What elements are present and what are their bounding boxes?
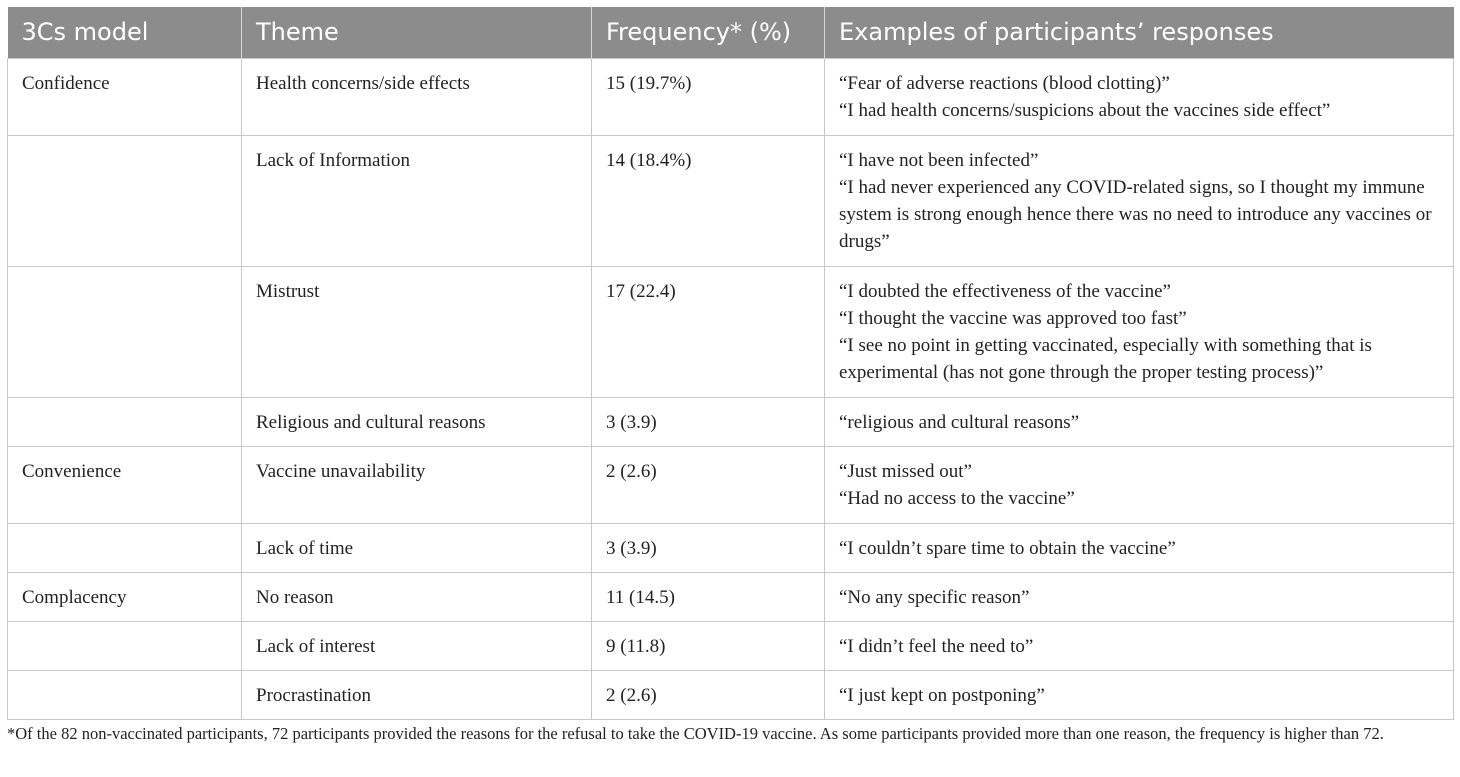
reasons-table (7, 7, 1454, 720)
cell-theme: Lack of time (242, 523, 592, 572)
cell-3cs-model: Convenience (8, 446, 242, 523)
cell-responses (825, 621, 1454, 670)
cell-responses (825, 58, 1454, 135)
response-quote: “religious and cultural reasons” (839, 411, 1080, 433)
table-row (8, 446, 1454, 523)
header-3cs-model: 3Cs model (8, 7, 242, 58)
cell-3cs-model (8, 135, 242, 266)
table-footnote: *Of the 82 non-vaccinated participants, 72 participants provided the reasons for the refusal to take the COVID-19 vaccine. As some participants provided more than one reason, the frequency is higher than 72. (7, 724, 1384, 743)
cell-frequency: 11 (14.5) (592, 572, 825, 621)
cell-frequency: 17 (22.4) (592, 266, 825, 397)
header-theme: Theme (242, 7, 592, 58)
table-row (8, 58, 1454, 135)
cell-theme: Vaccine unavailability (242, 446, 592, 523)
table-header (8, 7, 1454, 58)
table-row (8, 572, 1454, 621)
cell-responses (825, 523, 1454, 572)
cell-frequency: 3 (3.9) (592, 397, 825, 446)
reasons-table-container (7, 7, 1453, 720)
cell-theme: Health concerns/side effects (242, 58, 592, 135)
cell-3cs-model (8, 397, 242, 446)
response-quote: “I couldn’t spare time to obtain the vaccine” (839, 537, 1176, 559)
cell-frequency: 14 (18.4%) (592, 135, 825, 266)
table-row (8, 135, 1454, 266)
cell-responses (825, 670, 1454, 719)
response-quote: “I see no point in getting vaccinated, especially with something that is experimental (has not gone through the proper testing process)” (839, 334, 1372, 383)
table-row (8, 266, 1454, 397)
cell-theme: Mistrust (242, 266, 592, 397)
table-row (8, 670, 1454, 719)
response-quote: “No any specific reason” (839, 586, 1030, 608)
cell-theme: Lack of Information (242, 135, 592, 266)
header-examples: Examples of participants’ responses (825, 7, 1454, 58)
response-quote: “I didn’t feel the need to” (839, 635, 1034, 657)
cell-theme: Religious and cultural reasons (242, 397, 592, 446)
response-quote: “I just kept on postponing” (839, 684, 1045, 706)
cell-3cs-model: Complacency (8, 572, 242, 621)
cell-responses (825, 397, 1454, 446)
table-body (8, 58, 1454, 719)
response-quote: “I doubted the effectiveness of the vaccine” (839, 280, 1171, 302)
cell-frequency: 9 (11.8) (592, 621, 825, 670)
cell-theme: Lack of interest (242, 621, 592, 670)
cell-frequency: 2 (2.6) (592, 670, 825, 719)
cell-3cs-model (8, 621, 242, 670)
header-frequency: Frequency* (%) (592, 7, 825, 58)
response-quote: “Fear of adverse reactions (blood clotting)” (839, 72, 1170, 94)
cell-3cs-model (8, 670, 242, 719)
cell-3cs-model: Confidence (8, 58, 242, 135)
cell-theme: Procrastination (242, 670, 592, 719)
cell-3cs-model (8, 523, 242, 572)
cell-frequency: 2 (2.6) (592, 446, 825, 523)
cell-3cs-model (8, 266, 242, 397)
response-quote: “I had health concerns/suspicions about the vaccines side effect” (839, 99, 1331, 121)
cell-responses (825, 266, 1454, 397)
cell-frequency: 3 (3.9) (592, 523, 825, 572)
cell-responses (825, 446, 1454, 523)
cell-responses (825, 135, 1454, 266)
response-quote: “I have not been infected” (839, 149, 1039, 171)
table-row (8, 523, 1454, 572)
table-row (8, 397, 1454, 446)
response-quote: “Had no access to the vaccine” (839, 487, 1075, 509)
response-quote: “I thought the vaccine was approved too fast” (839, 307, 1187, 329)
cell-frequency: 15 (19.7%) (592, 58, 825, 135)
cell-theme: No reason (242, 572, 592, 621)
cell-responses (825, 572, 1454, 621)
response-quote: “Just missed out” (839, 460, 972, 482)
header-row (8, 7, 1454, 58)
response-quote: “I had never experienced any COVID-related signs, so I thought my immune system is strong enough hence there was no need to introduce any vaccines or drugs” (839, 176, 1432, 252)
table-row (8, 621, 1454, 670)
